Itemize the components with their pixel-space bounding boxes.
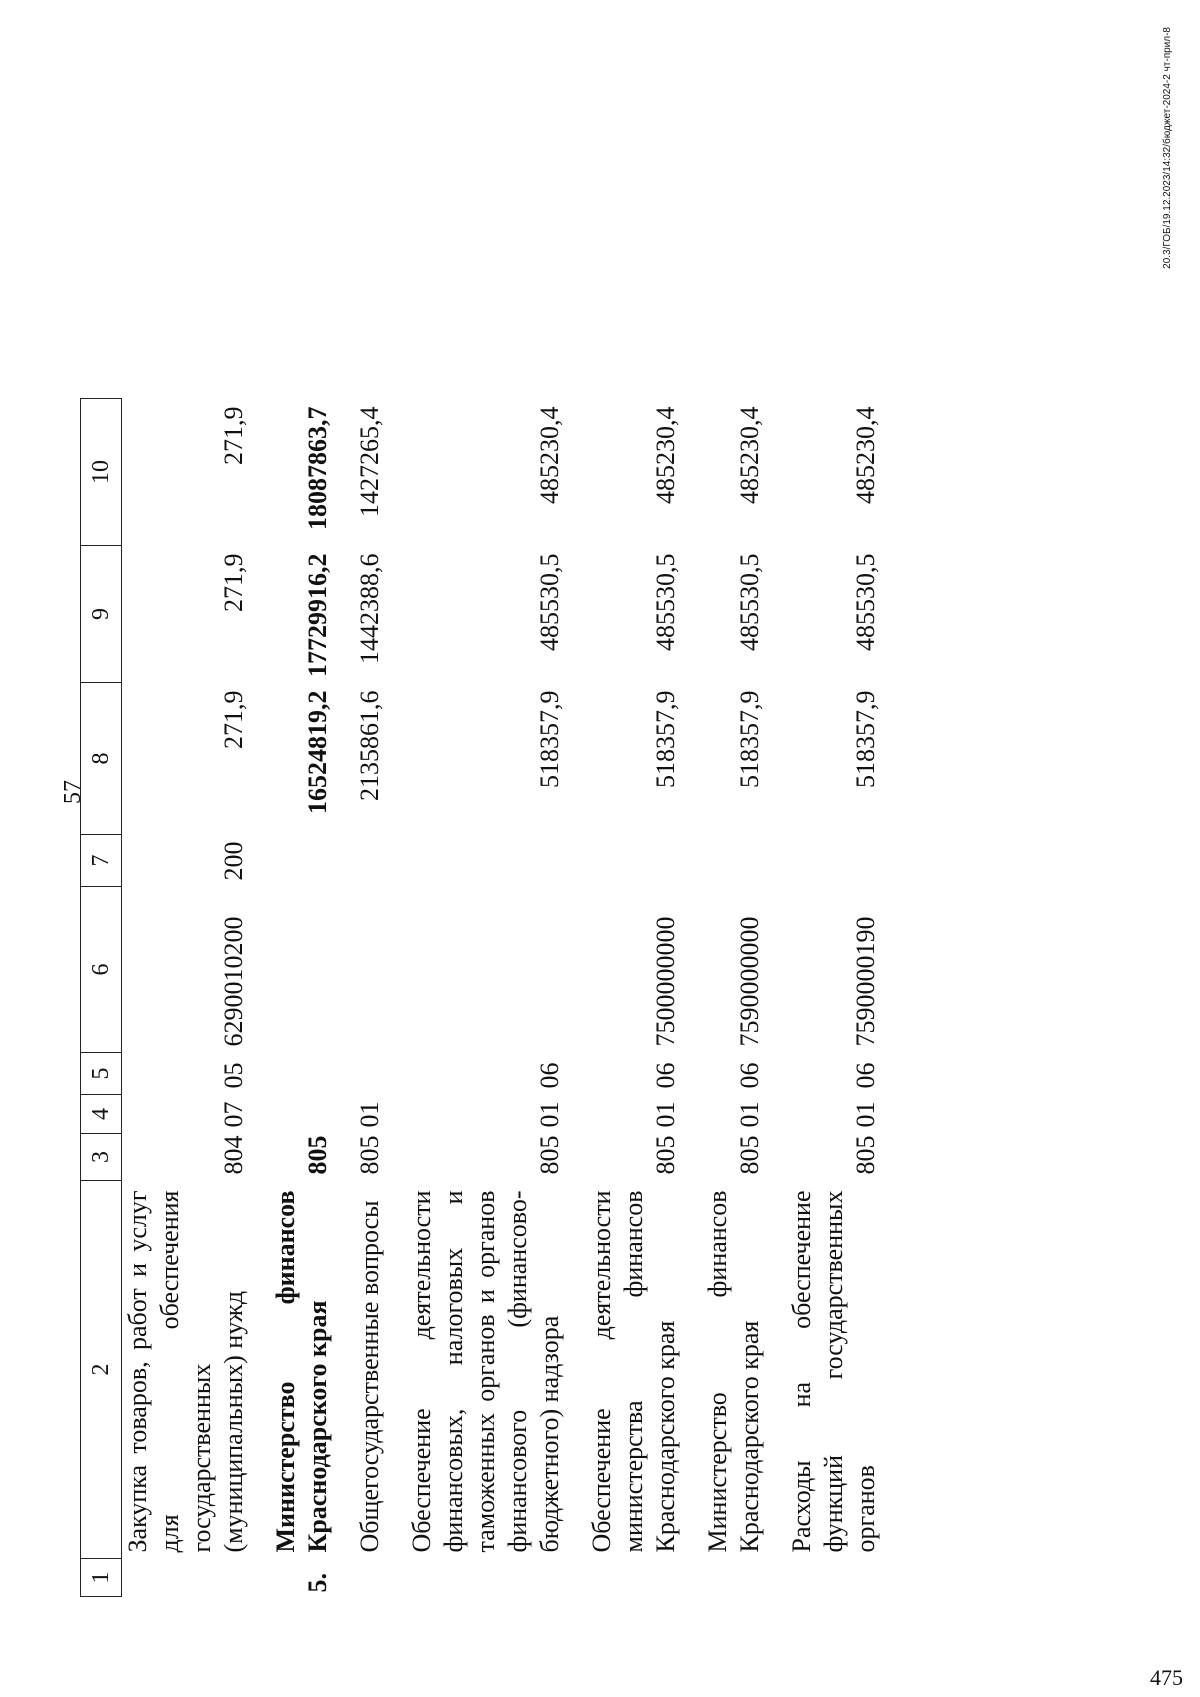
amount-2025: 1442388,6 [355, 553, 384, 664]
row-number [122, 1559, 255, 1597]
row-number [770, 1559, 886, 1597]
code-ministry: 805 [535, 1135, 564, 1175]
amount-2026: 485230,4 [651, 406, 680, 504]
header-cell: 4 [81, 1095, 122, 1134]
code-section: 01 [355, 1101, 384, 1128]
page-number: 57 [60, 780, 86, 804]
amount-2026: 18087863,7 [303, 406, 332, 530]
code-ministry: 805 [735, 1135, 764, 1175]
table-row [338, 399, 390, 1597]
table-row [686, 399, 770, 1597]
code-expense-type [390, 835, 570, 887]
code-ministry: 805 [851, 1135, 880, 1175]
row-name: Общегосударственные вопросы [355, 1200, 384, 1553]
code-target: 7500000000 [651, 916, 680, 1047]
code-target [338, 887, 390, 1053]
table-row [570, 399, 686, 1597]
code-target [254, 887, 338, 1053]
code-subsection [254, 1053, 338, 1095]
amount-2024: 518357,9 [851, 690, 880, 788]
code-expense-type [254, 835, 338, 887]
code-target: 7590000190 [851, 916, 880, 1047]
code-subsection: 06 [651, 1062, 680, 1089]
row-name: Министерство финансов Краснодарского края [271, 1190, 332, 1553]
amount-2024: 271,9 [219, 690, 248, 749]
code-expense-type: 200 [219, 841, 248, 881]
amount-2025: 485530,5 [535, 553, 564, 651]
code-subsection [338, 1053, 390, 1095]
code-section: 01 [735, 1101, 764, 1128]
row-name: Закупка товаров, работ и услуг для обеспечения государственных (муниципальных) нужд [123, 1190, 248, 1553]
document-footer-code: 20.3/ГОБ/19.12.2023/14:32/бюджет-2024-2 чт-прил-8 [1162, 27, 1173, 269]
code-ministry: 805 [303, 1135, 332, 1175]
table-row [770, 399, 886, 1597]
row-name: Министерство финансов Краснодарского края [703, 1190, 764, 1553]
code-section: 01 [535, 1101, 564, 1128]
document-page-number: 475 [1150, 1665, 1183, 1690]
header-cell: 3 [81, 1134, 122, 1181]
amount-2026: 485230,4 [851, 406, 880, 504]
amount-2025: 17729916,2 [303, 553, 332, 677]
amount-2024: 2135861,6 [355, 690, 384, 801]
amount-2024: 16524819,2 [303, 690, 332, 814]
code-ministry: 805 [651, 1135, 680, 1175]
amount-2024: 518357,9 [535, 690, 564, 788]
amount-2025: 271,9 [219, 553, 248, 612]
row-number: 5. [303, 1573, 332, 1593]
amount-2024: 518357,9 [735, 690, 764, 788]
code-expense-type [570, 835, 686, 887]
amount-2026: 485230,4 [535, 406, 564, 504]
amount-2026: 1427265,4 [355, 406, 384, 517]
row-number [390, 1559, 570, 1597]
code-expense-type [686, 835, 770, 887]
budget-table [80, 398, 886, 1597]
code-section [254, 1095, 338, 1134]
code-expense-type [770, 835, 886, 887]
row-number [570, 1559, 686, 1597]
code-section: 01 [651, 1101, 680, 1128]
code-target [390, 887, 570, 1053]
row-name: Обеспечение деятельности финансовых, налоговых и таможенных органов и органов финансового (финансово-бюджетного) надзора [407, 1190, 564, 1553]
code-subsection: 06 [851, 1062, 880, 1089]
header-row [81, 399, 122, 1597]
header-cell: 2 [81, 1181, 122, 1559]
amount-2025: 485530,5 [651, 553, 680, 651]
table-row [122, 399, 255, 1597]
code-ministry: 805 [355, 1135, 384, 1175]
header-cell: 7 [81, 835, 122, 887]
code-section: 07 [219, 1101, 248, 1128]
header-cell: 5 [81, 1053, 122, 1095]
amount-2026: 271,9 [219, 406, 248, 465]
code-target: 6290010200 [219, 916, 248, 1047]
amount-2026: 485230,4 [735, 406, 764, 504]
row-name: Обеспечение деятельности министерства финансов Краснодарского края [587, 1190, 680, 1553]
code-section: 01 [851, 1101, 880, 1128]
code-subsection: 05 [219, 1062, 248, 1089]
header-cell: 10 [81, 399, 122, 546]
code-subsection: 06 [735, 1062, 764, 1089]
code-ministry: 804 [219, 1135, 248, 1175]
amount-2025: 485530,5 [851, 553, 880, 651]
amount-2024: 518357,9 [651, 690, 680, 788]
table-row [390, 399, 570, 1597]
code-expense-type [338, 835, 390, 887]
code-subsection: 06 [535, 1062, 564, 1089]
row-number [338, 1559, 390, 1597]
row-number [686, 1559, 770, 1597]
code-target: 7590000000 [735, 916, 764, 1047]
header-cell: 8 [81, 683, 122, 835]
header-cell: 1 [81, 1559, 122, 1597]
header-cell: 9 [81, 546, 122, 683]
row-name: Расходы на обеспечение функций государственных органов [787, 1190, 880, 1553]
table-row [254, 399, 338, 1597]
amount-2025: 485530,5 [735, 553, 764, 651]
header-cell: 6 [81, 887, 122, 1053]
